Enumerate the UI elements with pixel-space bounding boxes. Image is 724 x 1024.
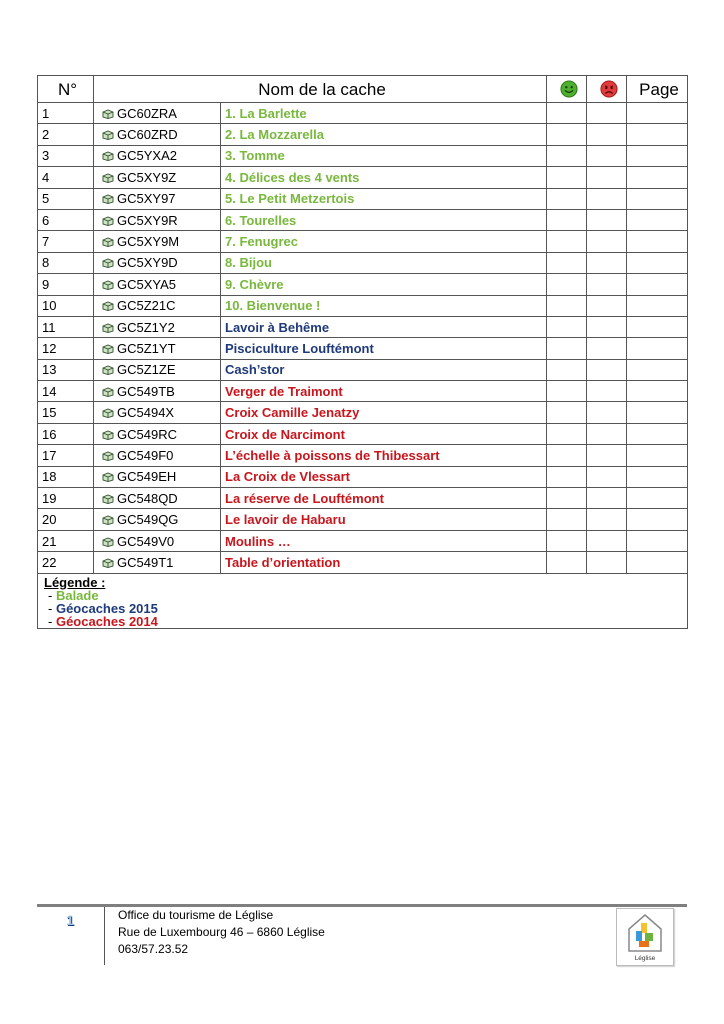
- cache-code: GC549EH: [117, 469, 177, 485]
- table-row: [38, 402, 688, 423]
- cache-name: 5. Le Petit Metzertois: [221, 188, 547, 209]
- page-cell: [627, 509, 688, 530]
- cache-code-cell: [94, 359, 221, 380]
- page-cell: [627, 145, 688, 166]
- cache-number: 16: [38, 423, 94, 444]
- cache-code-cell: [94, 530, 221, 551]
- cache-number: 9: [38, 274, 94, 295]
- geocache-box-icon: [102, 451, 114, 461]
- cache-code-cell: [94, 252, 221, 273]
- not-found-cell: [587, 488, 627, 509]
- found-cell: [547, 231, 587, 252]
- legend: [38, 573, 688, 628]
- table-row: [38, 445, 688, 466]
- table-row: [38, 381, 688, 402]
- cache-number: 14: [38, 381, 94, 402]
- table-row: [38, 295, 688, 316]
- table-row: [38, 124, 688, 145]
- cache-number: 11: [38, 316, 94, 337]
- found-cell: [547, 381, 587, 402]
- red-frowning-icon: [600, 80, 618, 98]
- not-found-cell: [587, 316, 627, 337]
- header-found: [547, 76, 587, 103]
- cache-code-cell: [94, 167, 221, 188]
- cache-number: 15: [38, 402, 94, 423]
- found-cell: [547, 552, 587, 573]
- cache-number: 17: [38, 445, 94, 466]
- page-cell: [627, 530, 688, 551]
- cache-name: Pisciculture Louftémont: [221, 338, 547, 359]
- cache-name: Verger de Traimont: [221, 381, 547, 402]
- page-cell: [627, 488, 688, 509]
- table-row: [38, 509, 688, 530]
- cache-name: La réserve de Louftémont: [221, 488, 547, 509]
- cache-code-cell: [94, 509, 221, 530]
- cache-number: 4: [38, 167, 94, 188]
- table-row: [38, 231, 688, 252]
- geocache-box-icon: [102, 365, 114, 375]
- found-cell: [547, 124, 587, 145]
- page-cell: [627, 359, 688, 380]
- table-row: [38, 252, 688, 273]
- page-cell: [627, 423, 688, 444]
- cache-code-cell: [94, 188, 221, 209]
- cache-code-cell: [94, 209, 221, 230]
- geocache-box-icon: [102, 173, 114, 183]
- page-cell: [627, 402, 688, 423]
- cache-name: Croix de Narcimont: [221, 423, 547, 444]
- cache-name: Cash’stor: [221, 359, 547, 380]
- found-cell: [547, 509, 587, 530]
- geocache-box-icon: [102, 472, 114, 482]
- geocache-box-icon: [102, 194, 114, 204]
- table-row: [38, 167, 688, 188]
- cache-number: 2: [38, 124, 94, 145]
- cache-name: 10. Bienvenue !: [221, 295, 547, 316]
- cache-code: GC549V0: [117, 533, 175, 549]
- page-cell: [627, 103, 688, 124]
- footer-office: Office du tourisme de Léglise: [118, 908, 274, 922]
- found-cell: [547, 316, 587, 337]
- footer-address: [118, 907, 325, 958]
- cache-number: 22: [38, 552, 94, 573]
- geocache-box-icon: [102, 258, 114, 268]
- legend-item-balade: - Balade: [48, 587, 99, 603]
- geocache-box-icon: [102, 151, 114, 161]
- cache-code-cell: [94, 274, 221, 295]
- footer-street: Rue de Luxembourg 46 – 6860 Léglise: [118, 925, 325, 939]
- page-cell: [627, 338, 688, 359]
- cache-name: Moulins …: [221, 530, 547, 551]
- cache-number: 18: [38, 466, 94, 487]
- table-row: [38, 359, 688, 380]
- cache-code-cell: [94, 145, 221, 166]
- cache-code: GC60ZRA: [117, 105, 177, 121]
- cache-number: 3: [38, 145, 94, 166]
- cache-code: GC5494X: [117, 405, 175, 421]
- not-found-cell: [587, 124, 627, 145]
- found-cell: [547, 402, 587, 423]
- cache-number: 19: [38, 488, 94, 509]
- page-cell: [627, 274, 688, 295]
- cache-name: La Croix de Vlessart: [221, 466, 547, 487]
- page-cell: [627, 209, 688, 230]
- cache-code: GC5Z21C: [117, 298, 176, 314]
- geocache-box-icon: [102, 301, 114, 311]
- cache-name: Lavoir à Behême: [221, 316, 547, 337]
- page-cell: [627, 445, 688, 466]
- not-found-cell: [587, 381, 627, 402]
- cache-number: 7: [38, 231, 94, 252]
- green-smiley-icon: [560, 80, 578, 98]
- header-page: Page: [627, 76, 688, 103]
- cache-name: Table d’orientation: [221, 552, 547, 573]
- cache-code: GC549F0: [117, 447, 174, 463]
- page-cell: [627, 316, 688, 337]
- not-found-cell: [587, 530, 627, 551]
- cache-code: GC5Z1Y2: [117, 319, 175, 335]
- geocache-box-icon: [102, 558, 114, 568]
- found-cell: [547, 295, 587, 316]
- cache-code: GC5XY9M: [117, 234, 180, 250]
- cache-code-cell: [94, 552, 221, 573]
- cache-number: 20: [38, 509, 94, 530]
- cache-code: GC5XY9Z: [117, 169, 177, 185]
- geocache-box-icon: [102, 216, 114, 226]
- not-found-cell: [587, 209, 627, 230]
- found-cell: [547, 488, 587, 509]
- header-cache-name: Nom de la cache: [94, 76, 547, 103]
- cache-number: 1: [38, 103, 94, 124]
- found-cell: [547, 359, 587, 380]
- not-found-cell: [587, 188, 627, 209]
- found-cell: [547, 423, 587, 444]
- leglise-logo-icon: [616, 908, 674, 966]
- cache-name: 1. La Barlette: [221, 103, 547, 124]
- cache-code: GC549T1: [117, 554, 174, 570]
- cache-code: GC5Z1YT: [117, 340, 176, 356]
- geocache-box-icon: [102, 430, 114, 440]
- found-cell: [547, 188, 587, 209]
- geocache-box-icon: [102, 237, 114, 247]
- page-cell: [627, 167, 688, 188]
- page-cell: [627, 466, 688, 487]
- cache-name: 6. Tourelles: [221, 209, 547, 230]
- cache-name: Le lavoir de Habaru: [221, 509, 547, 530]
- cache-code: GC549QG: [117, 512, 179, 528]
- header-number: N°: [38, 76, 94, 103]
- geocache-box-icon: [102, 515, 114, 525]
- cache-name: 4. Délices des 4 vents: [221, 167, 547, 188]
- header-not-found: [587, 76, 627, 103]
- cache-code: GC5XY9R: [117, 212, 178, 228]
- table-row: [38, 338, 688, 359]
- cache-code-cell: [94, 295, 221, 316]
- table-row: [38, 103, 688, 124]
- cache-code-cell: [94, 231, 221, 252]
- legend-item-geocaches-2015: - Géocaches 2015: [48, 600, 158, 616]
- cache-number: 6: [38, 209, 94, 230]
- not-found-cell: [587, 423, 627, 444]
- cache-code: GC549RC: [117, 426, 177, 442]
- geocache-box-icon: [102, 323, 114, 333]
- not-found-cell: [587, 445, 627, 466]
- geocache-box-icon: [102, 408, 114, 418]
- page-cell: [627, 381, 688, 402]
- not-found-cell: [587, 402, 627, 423]
- cache-name: 9. Chèvre: [221, 274, 547, 295]
- geocache-box-icon: [102, 387, 114, 397]
- found-cell: [547, 145, 587, 166]
- table-row: [38, 316, 688, 337]
- not-found-cell: [587, 231, 627, 252]
- not-found-cell: [587, 103, 627, 124]
- cache-number: 12: [38, 338, 94, 359]
- found-cell: [547, 338, 587, 359]
- footer-phone: 063/57.23.52: [118, 942, 189, 956]
- cache-code: GC5XY97: [117, 191, 176, 207]
- cache-code: GC60ZRD: [117, 127, 178, 143]
- cache-code-cell: [94, 402, 221, 423]
- cache-name: Croix Camille Jenatzy: [221, 402, 547, 423]
- cache-code: GC5XYA5: [117, 276, 177, 292]
- not-found-cell: [587, 509, 627, 530]
- cache-code-cell: [94, 316, 221, 337]
- geocache-box-icon: [102, 109, 114, 119]
- cache-code-cell: [94, 423, 221, 444]
- cache-code: GC5Z1ZE: [117, 362, 176, 378]
- legend-title: Légende :: [44, 574, 106, 590]
- not-found-cell: [587, 274, 627, 295]
- cache-code: GC548QD: [117, 490, 178, 506]
- page-number: 1: [66, 912, 74, 928]
- page-cell: [627, 295, 688, 316]
- not-found-cell: [587, 295, 627, 316]
- cache-number: 5: [38, 188, 94, 209]
- cache-code-cell: [94, 488, 221, 509]
- legend-row: [38, 573, 688, 628]
- geocache-box-icon: [102, 537, 114, 547]
- cache-code: GC5YXA2: [117, 148, 177, 164]
- table-row: [38, 530, 688, 551]
- found-cell: [547, 252, 587, 273]
- geocache-box-icon: [102, 344, 114, 354]
- table-row: [38, 488, 688, 509]
- footer-divider: [104, 907, 105, 965]
- table-row: [38, 423, 688, 444]
- cache-code-cell: [94, 466, 221, 487]
- page-cell: [627, 188, 688, 209]
- table-row: [38, 552, 688, 573]
- cache-name: L’échelle à poissons de Thibessart: [221, 445, 547, 466]
- found-cell: [547, 466, 587, 487]
- table-row: [38, 274, 688, 295]
- found-cell: [547, 209, 587, 230]
- not-found-cell: [587, 338, 627, 359]
- geocache-box-icon: [102, 130, 114, 140]
- cache-name: 8. Bijou: [221, 252, 547, 273]
- cache-name: 7. Fenugrec: [221, 231, 547, 252]
- cache-code-cell: [94, 381, 221, 402]
- page-cell: [627, 124, 688, 145]
- svg-text:Léglise: Léglise: [634, 955, 656, 962]
- not-found-cell: [587, 466, 627, 487]
- table-row: [38, 145, 688, 166]
- geocache-box-icon: [102, 280, 114, 290]
- page-cell: [627, 252, 688, 273]
- cache-code-cell: [94, 445, 221, 466]
- found-cell: [547, 167, 587, 188]
- cache-code-cell: [94, 103, 221, 124]
- legend-item-geocaches-2014: - Géocaches 2014: [48, 613, 158, 629]
- table-row: [38, 188, 688, 209]
- page-cell: [627, 552, 688, 573]
- cache-code-cell: [94, 338, 221, 359]
- not-found-cell: [587, 552, 627, 573]
- cache-number: 21: [38, 530, 94, 551]
- found-cell: [547, 103, 587, 124]
- found-cell: [547, 274, 587, 295]
- cache-number: 13: [38, 359, 94, 380]
- cache-name: 2. La Mozzarella: [221, 124, 547, 145]
- cache-code-cell: [94, 124, 221, 145]
- cache-code: GC5XY9D: [117, 255, 178, 271]
- not-found-cell: [587, 145, 627, 166]
- logo-graphic: [617, 909, 673, 965]
- cache-number: 8: [38, 252, 94, 273]
- cache-name: 3. Tomme: [221, 145, 547, 166]
- caches-table: [37, 75, 688, 629]
- not-found-cell: [587, 252, 627, 273]
- found-cell: [547, 445, 587, 466]
- geocache-box-icon: [102, 494, 114, 504]
- not-found-cell: [587, 359, 627, 380]
- not-found-cell: [587, 167, 627, 188]
- found-cell: [547, 530, 587, 551]
- table-row: [38, 466, 688, 487]
- cache-code: GC549TB: [117, 383, 175, 399]
- table-header-row: [38, 76, 688, 103]
- cache-number: 10: [38, 295, 94, 316]
- page-cell: [627, 231, 688, 252]
- table-row: [38, 209, 688, 230]
